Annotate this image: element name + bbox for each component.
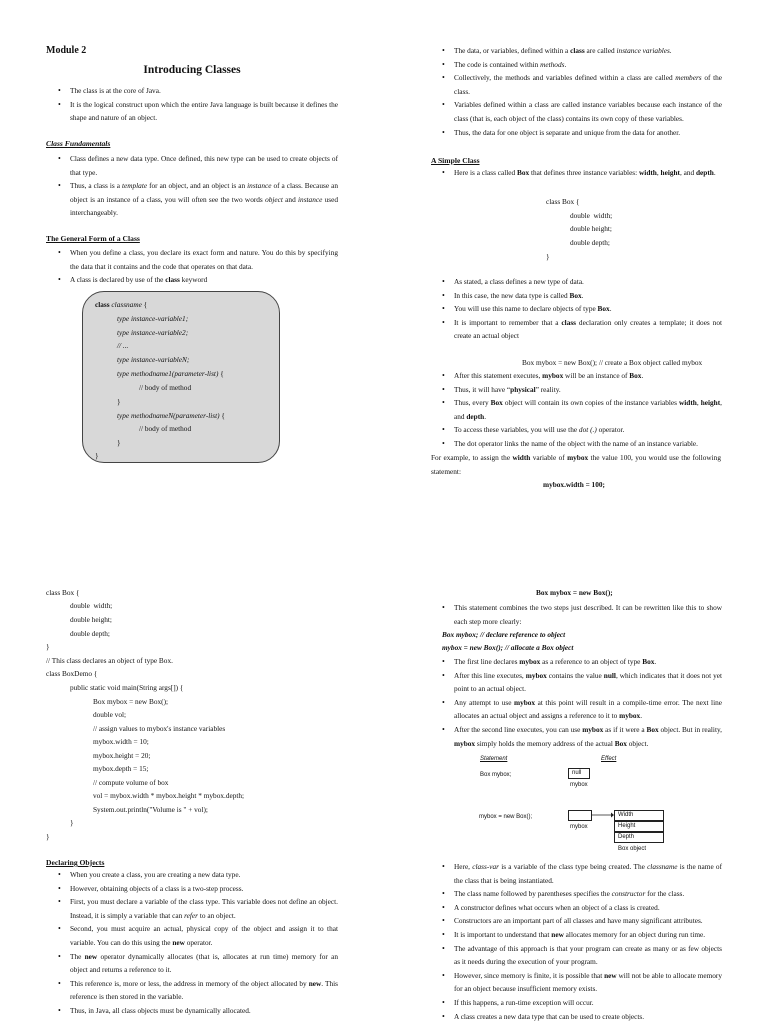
list-item: • The data, or variables, defined within a class are called instance variables.	[432, 44, 722, 58]
list-item: • A constructor defines what occurs when an object of a class is created.	[432, 901, 722, 915]
statement-line: Box mybox = new Box();	[536, 588, 613, 597]
code-line: double height;	[570, 224, 612, 233]
code-line: type instance-variableN;	[117, 355, 190, 364]
list-item: • Thus, a class is a template for an object, and an object is an instance of a class. Because an object is an instance of a class, you will often see the two words object and instance used interchangeably.	[48, 179, 338, 220]
list-item: • As stated, a class defines a new type of data.	[432, 275, 722, 289]
paragraph: For example, to assign the width variable of mybox the value 100, you would use the following statement:	[431, 453, 721, 476]
code-line: }	[70, 818, 74, 827]
section-heading-simple-class: A Simple Class	[431, 156, 480, 165]
intro-list	[48, 84, 338, 125]
simple-class-list-3	[432, 369, 722, 451]
list-item: • Second, you must acquire an actual, physical copy of the object and assign it to that variable. You can do this using the new operator.	[48, 922, 338, 949]
reference-arrow-icon	[592, 810, 614, 820]
right-top-list	[432, 44, 722, 139]
list-item: • However, obtaining objects of a class is a two-step process.	[48, 882, 338, 896]
mybox-label-2: mybox	[570, 824, 588, 830]
null-cell: null	[568, 768, 590, 779]
list-item: • You will use this name to declare objects of type Box.	[432, 302, 722, 316]
simple-class-list-1	[432, 166, 722, 180]
list-item: • This reference is, more or less, the address in memory of the object allocated by new. This reference is then stored in the variable.	[48, 977, 338, 1004]
list-item: • Thus, the data for one object is separate and unique from the data for another.	[432, 126, 722, 140]
code-line: }	[546, 252, 550, 261]
list-item: • After the second line executes, you can use mybox as if it were a Box object. But in reality, mybox simply holds the memory address of the actual Box object.	[432, 723, 722, 750]
diagram-column-statement: Statement	[480, 756, 508, 762]
code-line: vol = mybox.width * mybox.height * mybox.depth;	[93, 791, 245, 800]
reference-cell	[568, 810, 592, 821]
statement-line: Box mybox = new Box(); // create a Box object called mybox	[522, 358, 703, 367]
simple-class-list-2	[432, 275, 722, 343]
general-form-list	[48, 246, 338, 287]
list-item: • Class defines a new data type. Once defined, this new type can be used to create objects of that type.	[48, 152, 338, 179]
field-width-cell: Width	[614, 810, 664, 821]
list-item: • Thus, every Box object will contain its own copies of the instance variables width, height, and depth.	[432, 396, 722, 423]
bottom-right-list-3	[432, 860, 722, 1023]
code-line: }	[46, 832, 50, 841]
code-line: mybox.height = 20;	[93, 751, 151, 760]
assignment-statement: mybox.width = 100;	[543, 480, 605, 489]
list-item: • The advantage of this approach is that your program can create as many or as few objects as it needs during the execution of your program.	[432, 942, 722, 969]
list-item: • A class is declared by use of the class keyword	[48, 273, 338, 287]
code-line: class classname {	[95, 300, 148, 309]
list-item: • The class name followed by parentheses specifies the constructor for the class.	[432, 887, 722, 901]
list-item: • This statement combines the two steps just described. It can be rewritten like this to show each step more clearly:	[432, 601, 722, 628]
declaring-objects-list	[48, 868, 338, 1018]
list-item: • The new operator dynamically allocates (that is, allocates at run time) memory for an object and returns a reference to it.	[48, 950, 338, 977]
code-line: }	[46, 642, 50, 651]
list-item: • Here is a class called Box that defines three instance variables: width, height, and depth.	[432, 166, 722, 180]
list-item: • It is the logical construct upon which the entire Java language is built because it defines the shape and nature of an object.	[48, 98, 338, 125]
code-line: type methodnameN(parameter-list) {	[117, 411, 225, 420]
box-object-label: Box object	[618, 846, 647, 852]
list-item: • The code is contained within methods.	[432, 58, 722, 72]
code-line: double depth;	[570, 238, 610, 247]
list-item: • Thus, in Java, all class objects must be dynamically allocated.	[48, 1004, 338, 1018]
code-line: double vol;	[93, 710, 127, 719]
code-line: class BoxDemo {	[46, 669, 98, 678]
code-line: }	[117, 397, 121, 406]
list-item: • Collectively, the methods and variables defined within a class are called members of the class.	[432, 71, 722, 98]
page-title: Introducing Classes	[143, 64, 241, 76]
list-item: • When you define a class, you declare its exact form and nature. You do this by specifying the data that it contains and the code that operates on that data.	[48, 246, 338, 273]
code-line: public static void main(String args[]) {	[70, 683, 184, 692]
code-line: // body of method	[139, 424, 192, 433]
code-line: // This class declares an object of type Box.	[46, 656, 173, 665]
code-line: mybox = new Box(); // allocate a Box object	[442, 643, 574, 652]
general-form-code-box	[82, 291, 280, 463]
list-item: • First, you must declare a variable of the class type. This variable does not define an object. Instead, it is simply a variable that can refer to an object.	[48, 895, 338, 922]
list-item: • It is important to understand that new allocates memory for an object during run time.	[432, 928, 722, 942]
diagram-statement-1: Box mybox;	[480, 772, 512, 778]
diagram-column-effect: Effect	[601, 756, 617, 762]
list-item: • Thus, it will have “physical” reality.	[432, 383, 722, 397]
list-item: • Constructors are an important part of all classes and have many significant attributes.	[432, 914, 722, 928]
field-depth-cell: Depth	[614, 832, 664, 843]
list-item: • Variables defined within a class are called instance variables because each instance of the class (that is, each object of the class) contains its own copy of these variables.	[432, 98, 722, 125]
field-height-cell: Height	[614, 821, 664, 832]
code-line: }	[95, 451, 99, 460]
code-line: // ...	[117, 341, 129, 350]
list-item: • If this happens, a run-time exception will occur.	[432, 996, 722, 1010]
code-line: Box mybox; // declare reference to object	[442, 630, 566, 639]
code-line: mybox.depth = 15;	[93, 764, 149, 773]
code-line: double width;	[70, 601, 113, 610]
code-line: class Box {	[46, 588, 80, 597]
list-item: • When you create a class, you are creating a new data type.	[48, 868, 338, 882]
class-fundamentals-list	[48, 152, 338, 220]
section-heading-general-form: The General Form of a Class	[46, 234, 140, 243]
section-heading-class-fundamentals: Class Fundamentals	[46, 139, 111, 148]
mybox-label-1: mybox	[570, 782, 588, 788]
code-line: System.out.println("Volume is " + vol);	[93, 805, 208, 814]
list-item: • After this line executes, mybox contains the value null, which indicates that it does not yet point to an actual object.	[432, 669, 722, 696]
code-line: }	[117, 438, 121, 447]
bottom-right-list-2	[432, 655, 722, 750]
section-heading-declaring-objects: Declaring Objects	[46, 858, 105, 867]
code-line: // assign values to mybox's instance variables	[93, 724, 226, 733]
code-line: double height;	[70, 615, 112, 624]
code-line: // body of method	[139, 383, 192, 392]
list-item: • Any attempt to use mybox at this point will result in a compile-time error. The next line allocates an actual object and assigns a reference to it to mybox.	[432, 696, 722, 723]
code-line: mybox.width = 10;	[93, 737, 149, 746]
diagram-statement-2: mybox = new Box();	[479, 814, 533, 820]
bottom-right-list-1	[432, 601, 722, 628]
list-item: • A class creates a new data type that can be used to create objects.	[432, 1010, 722, 1024]
code-line: double depth;	[70, 629, 110, 638]
list-item: • The first line declares mybox as a reference to an object of type Box.	[432, 655, 722, 669]
list-item: • It is important to remember that a class declaration only creates a template; it does not create an actual object	[432, 316, 722, 343]
list-item: • The dot operator links the name of the object with the name of an instance variable.	[432, 437, 722, 451]
code-line: type instance-variable2;	[117, 328, 189, 337]
code-line: type methodname1(parameter-list) {	[117, 369, 224, 378]
code-line: class Box {	[546, 197, 580, 206]
list-item: • The class is at the core of Java.	[48, 84, 338, 98]
list-item: • After this statement executes, mybox will be an instance of Box.	[432, 369, 722, 383]
list-item: • Here, class-var is a variable of the class type being created. The classname is the name of the class that is being instantiated.	[432, 860, 722, 887]
list-item: • However, since memory is finite, it is possible that new will not be able to allocate memory for an object because insufficient memory exists.	[432, 969, 722, 996]
code-line: // compute volume of box	[93, 778, 169, 787]
code-line: Box mybox = new Box();	[93, 697, 169, 706]
list-item: • To access these variables, you will use the dot (.) operator.	[432, 423, 722, 437]
module-label: Module 2	[46, 45, 87, 56]
code-line: type instance-variable1;	[117, 314, 189, 323]
list-item: • In this case, the new data type is called Box.	[432, 289, 722, 303]
code-line: double width;	[570, 211, 613, 220]
